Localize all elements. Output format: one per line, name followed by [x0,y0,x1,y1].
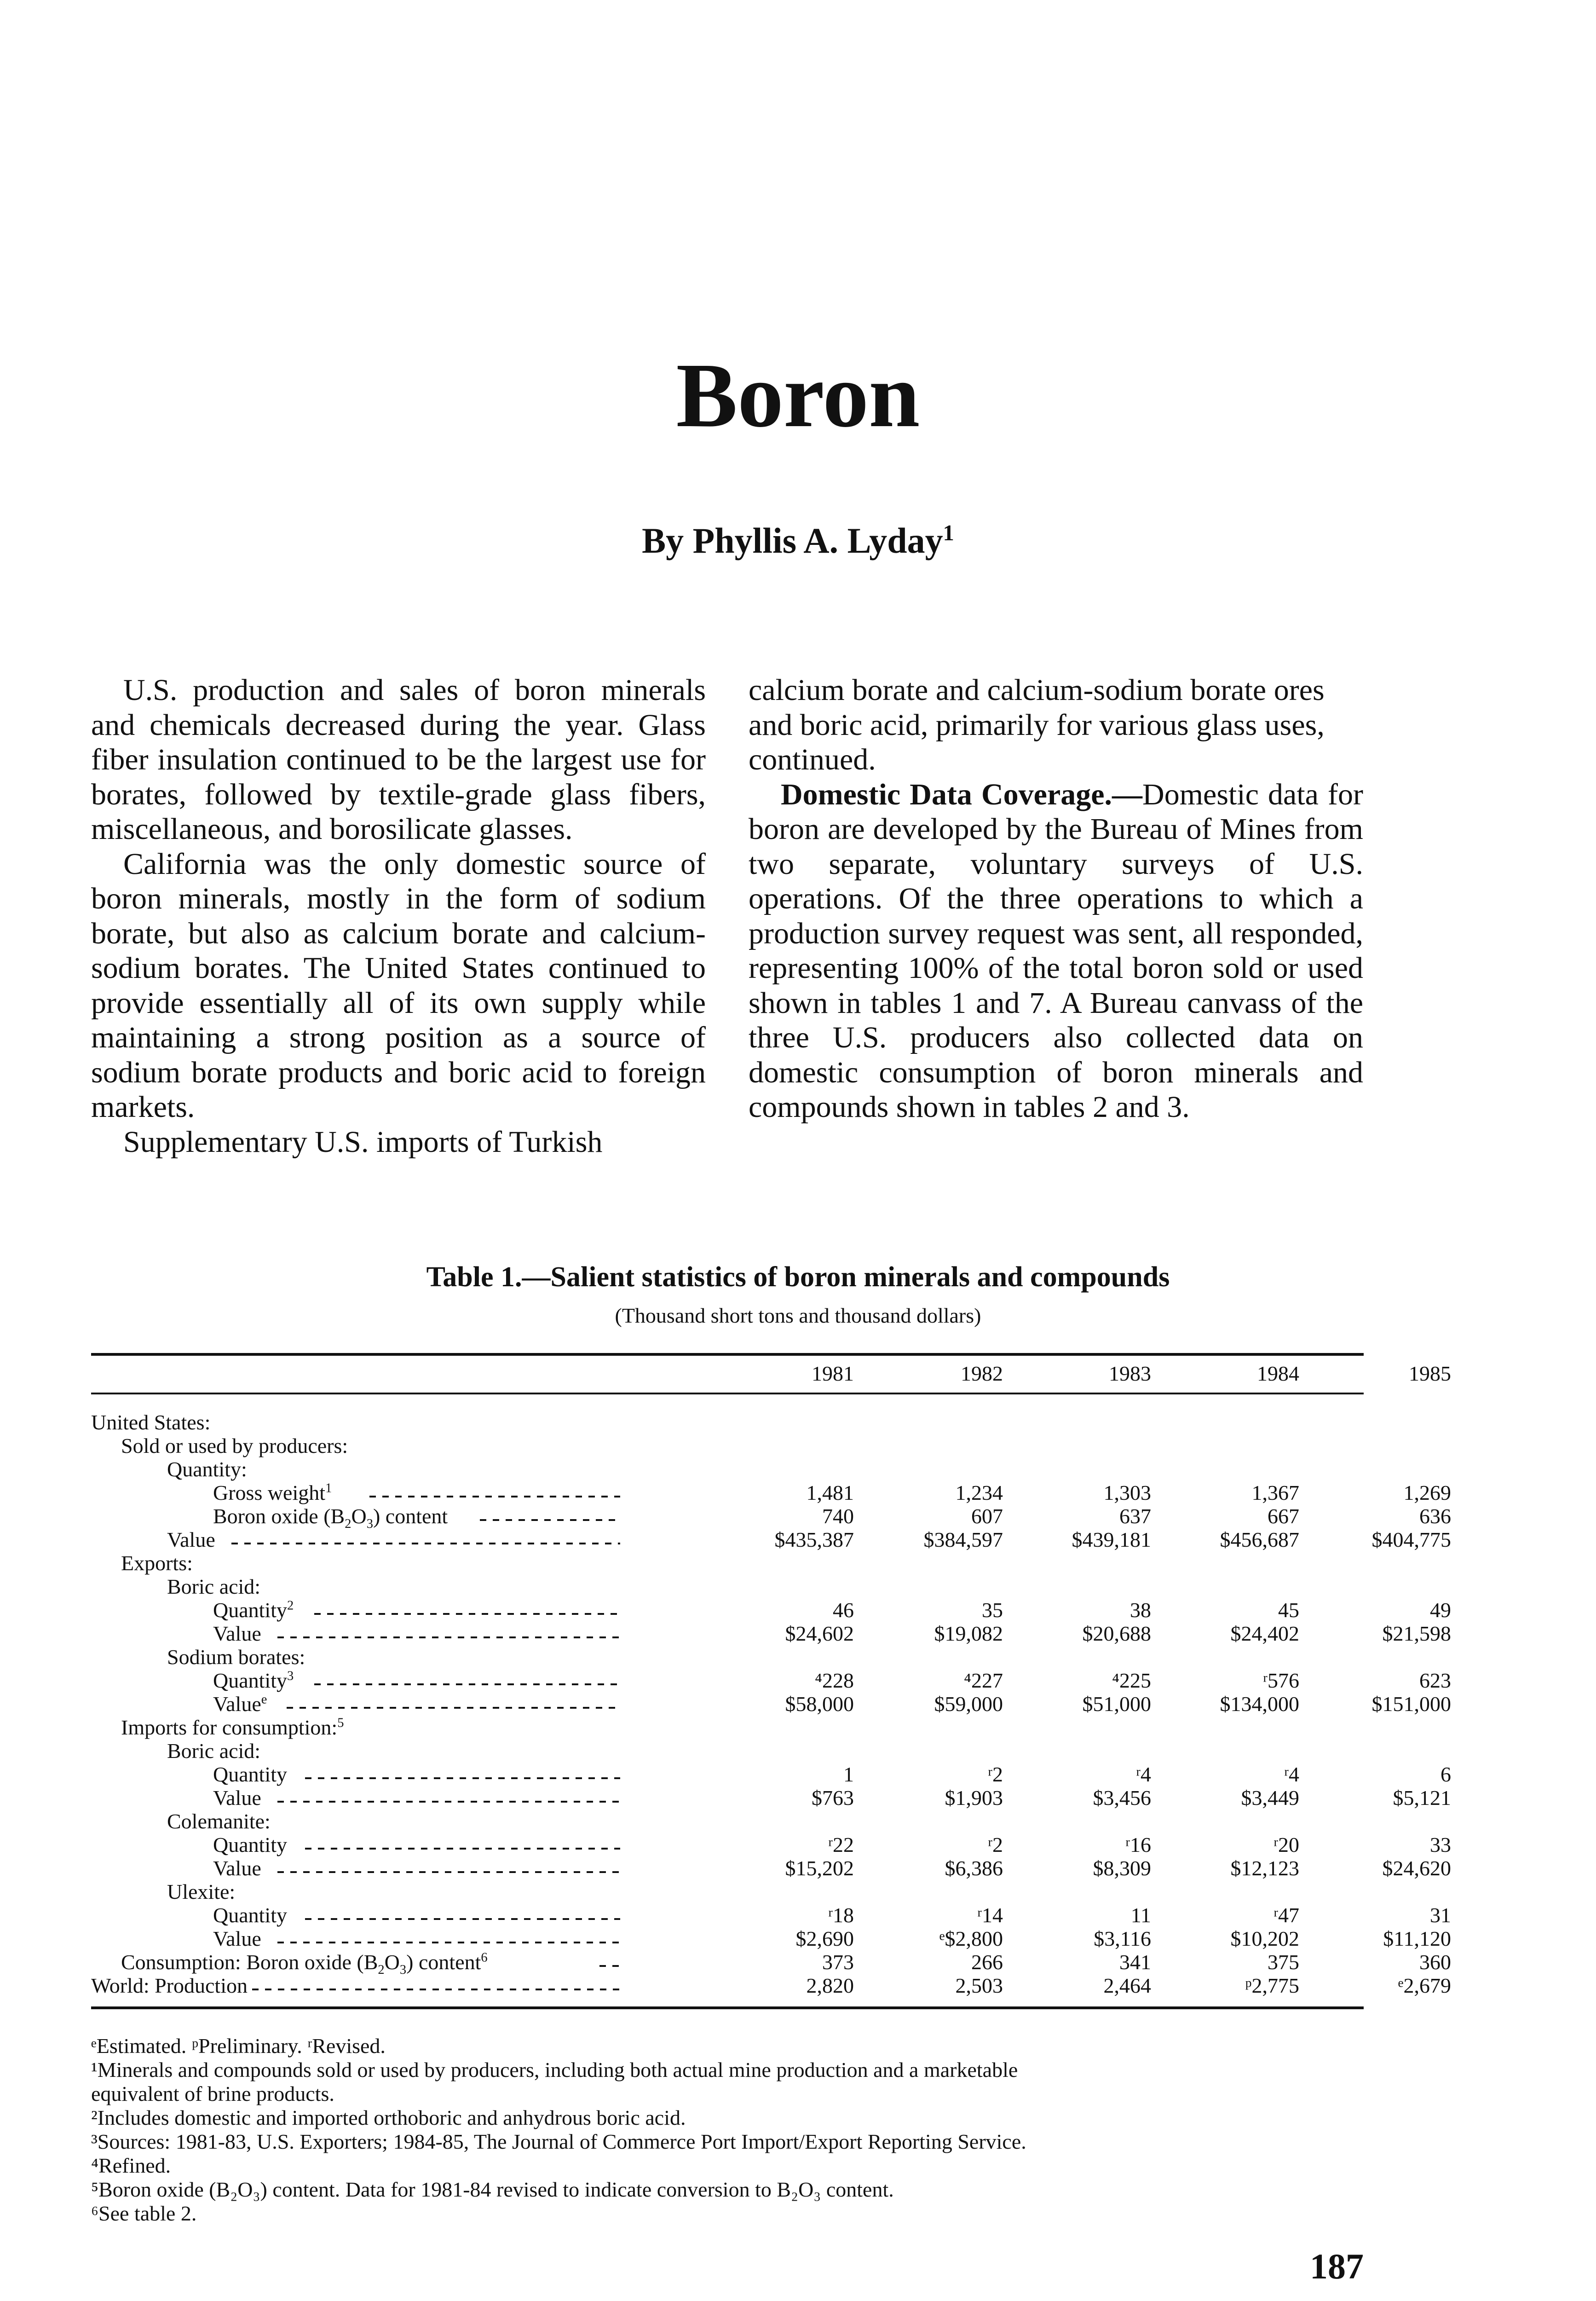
table-row [91,1880,1364,1903]
row-label [167,1880,235,1903]
table-cell: 266 [971,1950,1003,1974]
leader-dots [369,1496,620,1497]
table-row [91,1504,1451,1532]
table-cell: 375 [1268,1950,1299,1974]
row-label-text: Ulexite: [167,1880,236,1903]
table-row [91,1481,1451,1504]
row-label-text: Boron oxide $(B_2O_3)$ content [213,1504,448,1532]
row-label [167,1645,305,1669]
table-cell: 45 [1278,1598,1299,1622]
row-footnote-mark: 5 [337,1716,344,1730]
table-cell: $6,386 [945,1856,1003,1880]
year-header: 1985 [1409,1362,1451,1385]
table-cell: ʳ4 [1284,1763,1299,1786]
row-label [121,1434,348,1457]
row-label [167,1739,260,1763]
row-footnote-mark: 6 [481,1950,488,1965]
table-cell: 2,503 [955,1974,1003,1997]
row-label-text: Quantity [213,1598,287,1622]
paragraph: Supplementary U.S. imports of Turkish [123,1125,603,1159]
leader-dots [277,1871,620,1873]
table-cell: $763 [812,1786,854,1810]
table-cell: $8,309 [1093,1856,1151,1880]
table-row [91,1810,1364,1833]
row-label-text: Consumption: Boron oxide $(B_2O_3)$ content [121,1950,481,1977]
table-row [91,1434,1364,1457]
leader-dots [314,1683,620,1685]
table-cell: 49 [1430,1598,1451,1622]
row-label [213,1786,261,1810]
year-header: 1981 [812,1362,854,1385]
table-bottom-rule [91,2006,1364,2009]
row-label-text: Value [213,1622,261,1645]
table-cell: ʳ16 [1125,1833,1151,1856]
row-label [213,1481,332,1504]
table-cell: 1,269 [1403,1481,1451,1504]
table-row [91,1739,1364,1763]
table-cell: 11 [1130,1903,1151,1927]
leader-dots [231,1543,620,1544]
table-cell: ᵉ2,679 [1398,1974,1451,1997]
row-label [167,1457,247,1481]
row-footnote-mark: 2 [287,1598,294,1613]
row-label-text: Imports for consumption: [121,1716,338,1739]
table-cell: 1,234 [955,1481,1003,1504]
row-footnote-mark: 3 [287,1669,294,1683]
footnote: ⁶See table 2. [91,2202,197,2225]
year-header: 1984 [1257,1362,1299,1385]
row-label [167,1528,215,1551]
table-cell: $3,449 [1241,1786,1299,1810]
table-row [91,1716,1364,1739]
table-cell: 1,481 [806,1481,854,1504]
row-label-text: Exports: [121,1551,193,1575]
row-label [121,1950,488,1977]
row-label-text: Quantity: [167,1457,247,1481]
table-cell: 667 [1268,1504,1299,1528]
table-cell: ʳ47 [1273,1903,1299,1927]
table-cell: $404,775 [1371,1528,1451,1551]
row-label [121,1551,193,1575]
table-row [91,1575,1364,1598]
footnote-continuation: equivalent of brine products. [91,2082,334,2105]
paragraph-domestic-data [749,777,1363,1125]
table-cell: $2,690 [795,1927,854,1950]
body-column-left [91,673,706,1159]
year-header: 1983 [1109,1362,1151,1385]
table-cell: $24,620 [1382,1856,1451,1880]
row-label-text: Value [213,1856,261,1880]
table-cell: 1 [843,1763,854,1786]
table-cell: $12,123 [1230,1856,1299,1880]
table-row [91,1411,1364,1434]
row-label [167,1575,260,1598]
table-cell: ʳ4 [1136,1763,1151,1786]
table-cell: $59,000 [934,1692,1003,1716]
table-cell: 38 [1130,1598,1151,1622]
table-row [91,1692,1451,1716]
page-number: 187 [1310,2246,1364,2286]
table-cell: 2,464 [1103,1974,1151,1997]
table-cell: $20,688 [1082,1622,1151,1645]
table-title: Table 1.—Salient statistics of boron minerals and compounds [426,1261,1170,1293]
table-row [91,1856,1451,1880]
paragraph-text: Domestic data for boron are developed by the Bureau of Mines from two separate, voluntary surveys of U.S. operations. Of the three operations to which a production survey request was sent, all responded, representing 100% of the total boron sold or used shown in tables 1 and 7. A Bureau canvass of the three U.S. producers also collected data on domestic consumption of boron minerals and compounds shown in tables 2 and 3. [749,777,1363,1124]
table-cell: ʳ14 [977,1903,1003,1927]
leader-dots [287,1707,620,1709]
table-cell: 1,303 [1103,1481,1151,1504]
table-cell: $3,456 [1093,1786,1151,1810]
row-label-text: Value [213,1692,261,1716]
table-row [91,1786,1451,1810]
paragraph: California was the only domestic source of boron minerals, mostly in the form of sodium borate, but also as calcium borate and calcium-sodium borates. The United States continued to provide essentially all of its own supply while maintaining a strong position as a source of sodium borate products and boric acid to foreign markets. [91,847,706,1124]
table-cell: 31 [1430,1903,1451,1927]
table-row [91,1833,1451,1856]
row-label-text: Value [167,1528,215,1551]
row-label-text: Sodium borates: [167,1645,305,1669]
table-row [91,1903,1451,1927]
table-cell: ʳ2 [988,1763,1003,1786]
table-cell: $24,602 [785,1622,854,1645]
table-cell: $11,120 [1383,1927,1451,1950]
table-cell: $19,082 [934,1622,1003,1645]
table-cell: 35 [982,1598,1003,1622]
row-label-text: Quantity [213,1903,287,1927]
leader-dots [599,1965,620,1967]
table-cell: $435,387 [774,1528,854,1551]
table-row [91,1927,1451,1950]
runin-heading: Domestic Data Coverage.— [781,777,1143,811]
row-label [213,1903,287,1927]
row-label-text: Quantity [213,1669,287,1692]
leader-dots [305,1848,620,1850]
table-cell: $384,597 [923,1528,1003,1551]
table-cell: 373 [822,1950,854,1974]
table-cell: $15,202 [785,1856,854,1880]
table-cell: $51,000 [1082,1692,1151,1716]
row-label-text: Boric acid: [167,1739,261,1763]
leader-dots [305,1918,620,1920]
row-label [213,1504,448,1532]
table-header-row [91,1361,1451,1389]
footnotes [91,2034,1364,2226]
leader-dots [305,1777,620,1779]
row-label [213,1927,261,1950]
table-cell: ᵉ$2,800 [939,1927,1003,1950]
row-label-text: Gross weight [213,1481,326,1504]
table-cell: ʳ2 [988,1833,1003,1856]
table-row [91,1622,1451,1645]
leader-dots [277,1942,620,1943]
table-subtitle: (Thousand short tons and thousand dollars) [615,1304,981,1327]
byline [0,520,1596,561]
leader-dots [252,1989,620,1990]
table-row [91,1950,1451,1977]
table-cell: $134,000 [1220,1692,1299,1716]
row-label-text: Boric acid: [167,1575,261,1598]
table-cell: 607 [971,1504,1003,1528]
table-cell: ʳ18 [828,1903,854,1927]
row-label [91,1411,210,1434]
row-label [91,1974,248,1997]
row-label-text: Value [213,1786,261,1810]
table-cell: $5,121 [1393,1786,1451,1810]
year-header: 1982 [961,1362,1003,1385]
row-label [213,1856,261,1880]
table-row [91,1763,1451,1786]
table-cell: $21,598 [1382,1622,1451,1645]
table-cell: 360 [1419,1950,1451,1974]
table-cell: ⁴228 [814,1669,854,1692]
table-cell: 33 [1430,1833,1451,1856]
table-row [91,1598,1451,1622]
table-cell: $10,202 [1230,1927,1299,1950]
table-cell: ᵖ2,775 [1245,1974,1299,1997]
row-label [121,1716,344,1739]
table-cell: 740 [822,1504,854,1528]
table-cell: $151,000 [1371,1692,1451,1716]
leader-dots [480,1519,620,1521]
table-cell: 2,820 [806,1974,854,1997]
table-cell: 637 [1119,1504,1151,1528]
table-cell: $58,000 [785,1692,854,1716]
leader-dots [277,1636,620,1638]
row-label-text: Quantity [213,1763,287,1786]
table-row [91,1669,1451,1692]
table-cell: ʳ576 [1263,1669,1299,1692]
paragraph: calcium borate and calcium-sodium borate ores and boric acid, primarily for various glass uses, continued. [749,673,1325,776]
row-label [213,1692,267,1716]
byline-footnote-mark: 1 [943,521,954,545]
row-footnote-mark: e [261,1692,267,1707]
table-cell: 1,367 [1251,1481,1299,1504]
footnote: ³Sources: 1981-83, U.S. Exporters; 1984-85, The Journal of Commerce Port Import/Export Reporting Service. [91,2130,1026,2153]
row-label-text: United States: [91,1411,211,1434]
body-column-right [749,673,1363,1125]
table-header-rule [91,1393,1364,1394]
row-label [213,1669,294,1692]
table-cell: ⁴227 [963,1669,1003,1692]
row-label-text: Quantity [213,1833,287,1856]
table-cell: ʳ22 [828,1833,854,1856]
leader-dots [314,1613,620,1615]
table-cell: ʳ20 [1273,1833,1299,1856]
table-row [91,1457,1364,1481]
table-cell: $456,687 [1220,1528,1299,1551]
row-label [213,1622,261,1645]
row-label-text: Value [213,1927,261,1950]
footnote: ⁴Refined. [91,2154,171,2177]
row-label-text: Colemanite: [167,1810,271,1833]
table-body [91,1411,1451,1997]
page-title: Boron [676,345,920,446]
table-top-rule [91,1353,1364,1356]
row-label-text: World: Production [91,1974,248,1997]
row-label [167,1810,271,1833]
table-row [91,1528,1451,1551]
table-cell: 341 [1119,1950,1151,1974]
table-cell: 46 [833,1598,854,1622]
footnote: ¹Minerals and compounds sold or used by producers, including both actual mine production and a marketable [91,2058,1018,2081]
table-cell: $3,116 [1094,1927,1151,1950]
table-row [91,1645,1364,1669]
row-label [213,1833,287,1856]
table-row [91,1551,1364,1575]
paragraph: U.S. production and sales of boron minerals and chemicals decreased during the year. Glass fiber insulation continued to be the largest use for borates, followed by textile-grade glass fibers, miscellaneous, and borosilicate glasses. [91,673,706,846]
row-label-text: Sold or used by producers: [121,1434,348,1457]
table-cell: ⁴225 [1112,1669,1151,1692]
footnote: ᵉEstimated. ᵖPreliminary. ʳRevised. [91,2034,386,2058]
table-row [91,1974,1451,1997]
row-footnote-mark: 1 [325,1481,332,1496]
table-cell: $1,903 [945,1786,1003,1810]
table-cell: $24,402 [1230,1622,1299,1645]
footnote: ⁵Boron oxide (B₂O₃) content. Data for 1981-84 revised to indicate conversion to B₂O₃ content. [91,2178,894,2201]
table-cell: $439,181 [1072,1528,1151,1551]
table-cell: 623 [1419,1669,1451,1692]
table-cell: 636 [1419,1504,1451,1528]
footnote: ²Includes domestic and imported orthoboric and anhydrous boric acid. [91,2106,686,2129]
table-cell: 6 [1440,1763,1451,1786]
byline-author: By Phyllis A. Lyday [642,520,943,561]
row-label [213,1598,294,1622]
leader-dots [277,1801,620,1803]
row-label [213,1763,287,1786]
